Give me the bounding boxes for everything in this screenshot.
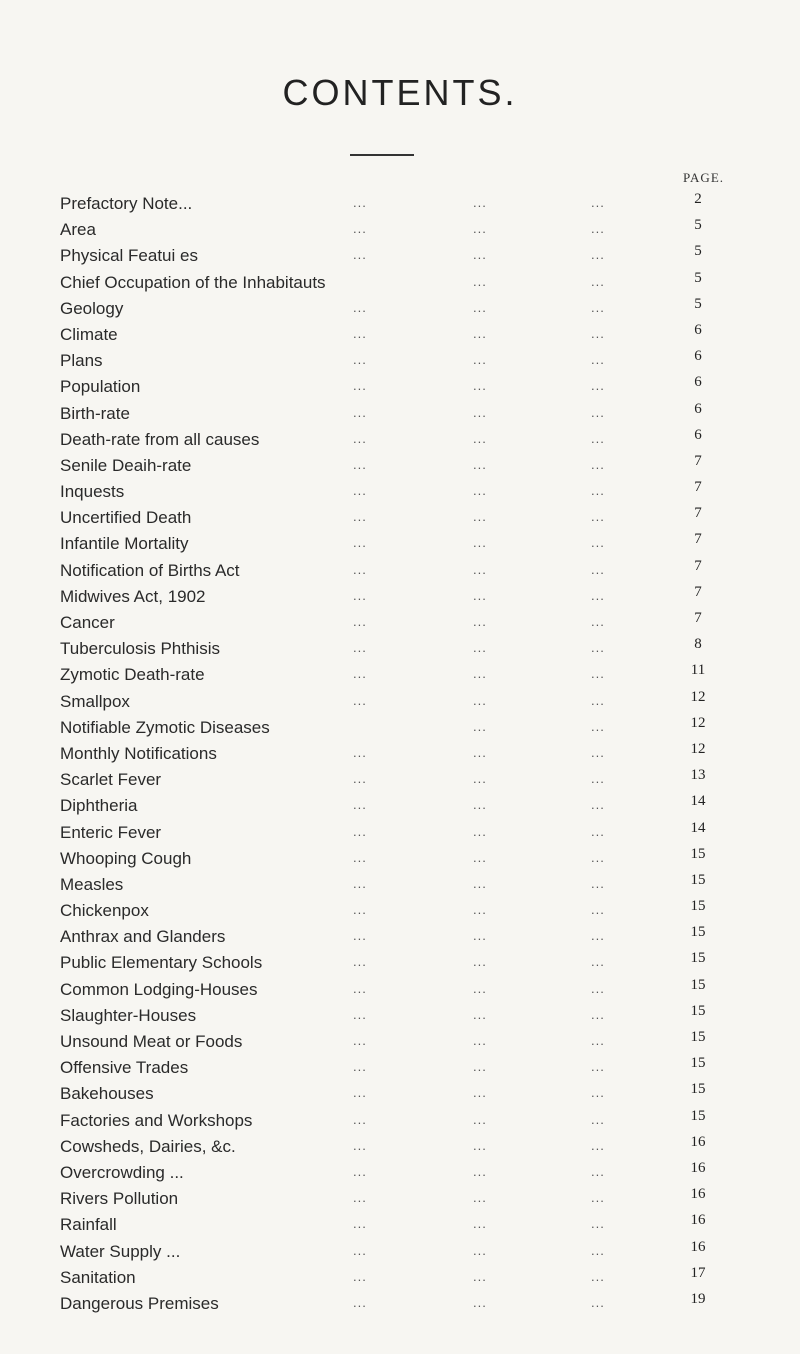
title-rule	[350, 154, 414, 156]
leader-dots: ...	[353, 1137, 367, 1153]
leader-dots: ...	[473, 273, 487, 289]
leader-dots: ...	[473, 561, 487, 577]
leader-dots: ...	[473, 744, 487, 760]
page-title: CONTENTS.	[282, 72, 518, 113]
toc-entry	[60, 1291, 740, 1317]
toc-entry-page: 16	[690, 1159, 706, 1176]
leader-dots: ...	[353, 980, 367, 996]
leader-dots: ...	[473, 195, 487, 210]
leader-dots: ...	[353, 456, 367, 472]
toc-entry-label: Scarlet Fever	[60, 770, 162, 790]
leader-dots: ...	[473, 875, 487, 891]
leader-dots: ...	[473, 1137, 487, 1153]
leader-dots: ...	[591, 404, 605, 420]
toc-entry-label: Slaughter-Houses	[60, 1005, 197, 1025]
toc-entry-label: Birth-rate	[60, 403, 130, 423]
leader-dots: ...	[591, 902, 605, 918]
toc-entry-page: 16	[690, 1133, 706, 1150]
toc-entry	[60, 243, 740, 269]
leader-dots: ...	[591, 561, 605, 577]
leader-dots: ...	[473, 221, 487, 237]
toc-entry-page: 15	[690, 1002, 706, 1019]
toc-entry	[60, 191, 740, 217]
leader-dots: ...	[591, 325, 605, 341]
leader-dots: ...	[473, 666, 487, 682]
toc-entry-page: 6	[694, 321, 702, 338]
toc-entry-page: 15	[690, 845, 706, 862]
toc-entry-page: 15	[690, 898, 706, 915]
leader-dots: ...	[353, 771, 367, 787]
leader-dots: ...	[591, 1137, 605, 1153]
toc-entry-label: Overcrowding ...	[60, 1162, 184, 1182]
toc-entry-page: 7	[694, 531, 702, 548]
leader-dots: ...	[591, 849, 605, 865]
leader-dots: ...	[591, 221, 605, 237]
toc-entry-page: 7	[694, 505, 702, 522]
leader-dots: ...	[591, 430, 605, 446]
leader-dots: ...	[591, 299, 605, 315]
toc-entry	[60, 374, 740, 400]
toc-entry-label: Diphtheria	[60, 796, 138, 816]
toc-entry	[60, 531, 740, 557]
toc-entry	[60, 453, 740, 479]
toc-entry-label: Chickenpox	[60, 901, 149, 921]
toc-entry-page: 12	[690, 740, 706, 757]
leader-dots: ...	[473, 902, 487, 918]
leader-dots: ...	[591, 954, 605, 970]
toc-entry-label: Physical Featui es	[60, 246, 198, 266]
leader-dots: ...	[591, 640, 605, 656]
leader-dots: ...	[591, 823, 605, 839]
toc-entry-page: 15	[690, 1081, 706, 1098]
toc-entry-label: Cowsheds, Dairies, &c.	[60, 1136, 236, 1156]
toc-entry-label: Midwives Act, 1902	[60, 586, 206, 606]
toc-entry	[60, 1239, 740, 1265]
toc-entry-page: 7	[694, 452, 702, 469]
leader-dots: ...	[353, 1163, 367, 1179]
toc-entry	[60, 977, 740, 1003]
leader-dots: ...	[353, 614, 367, 629]
toc-entry-label: Chief Occupation of the Inhabitauts	[60, 272, 326, 292]
toc-entry-label: Unsound Meat or Foods	[60, 1032, 243, 1051]
toc-entry-page: 15	[690, 1055, 706, 1072]
toc-entry	[60, 322, 740, 348]
toc-entry-page: 15	[690, 924, 706, 941]
toc-entry	[60, 1212, 740, 1238]
leader-dots: ...	[473, 849, 487, 865]
toc-entry-label: Water Supply ...	[60, 1241, 181, 1261]
toc-entry	[60, 689, 740, 715]
toc-entry	[60, 348, 740, 374]
toc-entry-page: 6	[694, 426, 702, 443]
toc-entry	[60, 846, 740, 872]
toc-entry	[60, 1134, 740, 1160]
toc-entry	[60, 715, 740, 741]
leader-dots: ...	[591, 352, 605, 368]
toc-entry	[60, 636, 740, 662]
leader-dots: ...	[591, 771, 605, 787]
toc-entry	[60, 479, 740, 505]
toc-entry	[60, 820, 740, 846]
leader-dots: ...	[473, 535, 487, 551]
toc-entry-label: Sanitation	[60, 1267, 136, 1287]
leader-dots: ...	[353, 325, 367, 341]
toc-entry-page: 15	[690, 1107, 706, 1124]
toc-entry-page: 16	[690, 1212, 706, 1229]
toc-entry-page: 14	[690, 819, 706, 836]
leader-dots: ...	[353, 535, 367, 551]
leader-dots: ...	[353, 195, 367, 210]
toc-entry-page: 6	[694, 348, 702, 365]
leader-dots: ...	[473, 718, 487, 734]
toc-entry	[60, 296, 740, 322]
toc-entry-page: 2	[694, 191, 702, 207]
leader-dots: ...	[473, 1059, 487, 1075]
leader-dots: ...	[353, 483, 367, 499]
leader-dots: ...	[353, 247, 367, 263]
leader-dots: ...	[473, 1085, 487, 1101]
leader-dots: ...	[353, 875, 367, 891]
toc-entry	[60, 793, 740, 819]
toc-entry	[60, 924, 740, 950]
leader-dots: ...	[473, 456, 487, 472]
leader-dots: ...	[591, 535, 605, 551]
leader-dots: ...	[353, 1085, 367, 1101]
leader-dots: ...	[353, 1190, 367, 1206]
toc-entry	[60, 558, 740, 584]
toc-entry	[60, 217, 740, 243]
toc-entry-page: 6	[694, 400, 702, 417]
leader-dots: ...	[353, 587, 367, 603]
toc-entry-label: Zymotic Death-rate	[60, 665, 205, 685]
toc-entry-page: 16	[690, 1238, 706, 1255]
toc-entry	[60, 767, 740, 793]
toc-entry	[60, 427, 740, 453]
toc-entry-label: Whooping Cough	[60, 848, 192, 868]
leader-dots: ...	[353, 404, 367, 420]
toc-entry-label: Dangerous Premises	[60, 1293, 219, 1313]
toc-entry-page: 15	[690, 976, 706, 993]
leader-dots: ...	[591, 378, 605, 394]
toc-entry-label: Senile Deaih-rate	[60, 455, 192, 475]
leader-dots: ...	[473, 1242, 487, 1258]
leader-dots: ...	[591, 1059, 605, 1075]
leader-dots: ...	[591, 1190, 605, 1206]
leader-dots: ...	[591, 718, 605, 734]
leader-dots: ...	[353, 954, 367, 970]
leader-dots: ...	[473, 640, 487, 656]
leader-dots: ...	[353, 849, 367, 865]
leader-dots: ...	[353, 1216, 367, 1232]
toc-entry-page: 6	[694, 374, 702, 391]
leader-dots: ...	[591, 666, 605, 682]
leader-dots: ...	[591, 483, 605, 499]
leader-dots: ...	[473, 352, 487, 368]
leader-dots: ...	[353, 509, 367, 525]
toc-entry-label: Prefactory Note...	[60, 194, 193, 213]
leader-dots: ...	[353, 1294, 367, 1310]
leader-dots: ...	[591, 797, 605, 813]
leader-dots: ...	[591, 273, 605, 289]
toc-entry-label: Inquests	[60, 482, 125, 502]
leader-dots: ...	[591, 1216, 605, 1232]
toc-entry-label: Infantile Mortality	[60, 534, 189, 554]
leader-dots: ...	[473, 823, 487, 839]
leader-dots: ...	[353, 221, 367, 237]
leader-dots: ...	[353, 928, 367, 944]
contents-list	[60, 191, 740, 1317]
leader-dots: ...	[591, 1163, 605, 1179]
leader-dots: ...	[353, 692, 367, 708]
leader-dots: ...	[353, 744, 367, 760]
toc-entry-page: 8	[694, 636, 702, 653]
leader-dots: ...	[353, 1111, 367, 1127]
leader-dots: ...	[473, 509, 487, 525]
toc-entry-page: 16	[690, 1186, 706, 1203]
leader-dots: ...	[591, 1268, 605, 1284]
toc-entry-page: 12	[690, 688, 706, 705]
leader-dots: ...	[591, 744, 605, 760]
leader-dots: ...	[591, 875, 605, 891]
toc-entry-page: 15	[690, 1029, 706, 1045]
toc-entry	[60, 1081, 740, 1107]
toc-entry	[60, 1003, 740, 1029]
leader-dots: ...	[353, 640, 367, 656]
leader-dots: ...	[473, 404, 487, 420]
toc-entry-page: 5	[694, 243, 702, 260]
toc-entry-label: Death-rate from all causes	[60, 429, 260, 449]
leader-dots: ...	[473, 1163, 487, 1179]
toc-entry-page: 7	[694, 610, 702, 626]
toc-entry	[60, 584, 740, 610]
leader-dots: ...	[591, 980, 605, 996]
toc-entry-page: 13	[690, 767, 706, 784]
toc-entry	[60, 872, 740, 898]
toc-entry	[60, 898, 740, 924]
leader-dots: ...	[353, 352, 367, 368]
leader-dots: ...	[473, 483, 487, 499]
toc-entry	[60, 1108, 740, 1134]
toc-entry	[60, 1055, 740, 1081]
toc-entry-label: Geology	[60, 298, 124, 318]
leader-dots: ...	[591, 1111, 605, 1127]
leader-dots: ...	[353, 378, 367, 394]
leader-dots: ...	[591, 195, 605, 210]
toc-entry-label: Public Elementary Schools	[60, 953, 263, 973]
toc-entry	[60, 270, 740, 296]
leader-dots: ...	[591, 509, 605, 525]
toc-entry-label: Smallpox	[60, 691, 130, 711]
leader-dots: ...	[353, 1268, 367, 1284]
toc-entry-label: Measles	[60, 874, 124, 894]
leader-dots: ...	[353, 1059, 367, 1075]
leader-dots: ...	[353, 1033, 367, 1048]
leader-dots: ...	[591, 614, 605, 629]
leader-dots: ...	[353, 299, 367, 315]
toc-entry-page: 7	[694, 557, 702, 574]
toc-entry	[60, 662, 740, 688]
toc-entry-page: 15	[690, 871, 706, 888]
leader-dots: ...	[591, 247, 605, 263]
page-column-header: PAGE.	[683, 170, 725, 185]
toc-entry-page: 7	[694, 479, 702, 496]
leader-dots: ...	[473, 1006, 487, 1022]
leader-dots: ...	[473, 614, 487, 629]
toc-entry-page: 5	[694, 217, 702, 234]
leader-dots: ...	[473, 378, 487, 394]
leader-dots: ...	[473, 587, 487, 603]
leader-dots: ...	[591, 1033, 605, 1048]
toc-entry-page: 11	[690, 662, 706, 679]
toc-entry	[60, 1029, 740, 1055]
leader-dots: ...	[353, 902, 367, 918]
toc-entry-label: Rivers Pollution	[60, 1189, 179, 1209]
leader-dots: ...	[473, 1190, 487, 1206]
leader-dots: ...	[353, 430, 367, 446]
toc-entry-label: Factories and Workshops	[60, 1110, 253, 1130]
leader-dots: ...	[353, 1242, 367, 1258]
leader-dots: ...	[473, 980, 487, 996]
leader-dots: ...	[473, 797, 487, 813]
toc-entry-page: 7	[694, 583, 702, 600]
toc-entry-page: 19	[690, 1290, 706, 1307]
leader-dots: ...	[473, 247, 487, 263]
toc-entry-label: Uncertified Death	[60, 508, 192, 528]
toc-entry-page: 12	[690, 714, 706, 731]
leader-dots: ...	[473, 1216, 487, 1232]
leader-dots: ...	[591, 456, 605, 472]
toc-entry-page: 5	[694, 269, 702, 286]
leader-dots: ...	[473, 1033, 487, 1048]
toc-entry-label: Bakehouses	[60, 1084, 154, 1104]
leader-dots: ...	[473, 325, 487, 341]
leader-dots: ...	[353, 1006, 367, 1022]
leader-dots: ...	[591, 928, 605, 944]
toc-entry-page: 14	[690, 793, 706, 810]
leader-dots: ...	[353, 797, 367, 813]
leader-dots: ...	[473, 1294, 487, 1310]
leader-dots: ...	[473, 771, 487, 787]
leader-dots: ...	[473, 692, 487, 708]
leader-dots: ...	[353, 561, 367, 577]
leader-dots: ...	[591, 692, 605, 708]
leader-dots: ...	[591, 1242, 605, 1258]
toc-entry-label: Offensive Trades	[60, 1058, 189, 1078]
toc-entry-label: Tuberculosis Phthisis	[60, 639, 220, 659]
toc-entry-page: 15	[690, 950, 706, 967]
toc-entry-label: Notification of Births Act	[60, 560, 240, 580]
leader-dots: ...	[353, 823, 367, 839]
leader-dots: ...	[473, 1111, 487, 1127]
toc-entry-label: Area	[60, 220, 96, 240]
leader-dots: ...	[473, 430, 487, 446]
toc-entry-label: Plans	[60, 351, 103, 371]
toc-entry-label: Enteric Fever	[60, 822, 162, 842]
toc-entry-label: Monthly Notifications	[60, 743, 217, 763]
toc-entry	[60, 610, 740, 636]
leader-dots: ...	[473, 1268, 487, 1284]
leader-dots: ...	[473, 954, 487, 970]
toc-entry-label: Anthrax and Glanders	[60, 927, 226, 947]
toc-entry-page: 17	[690, 1264, 706, 1281]
leader-dots: ...	[591, 1006, 605, 1022]
toc-entry	[60, 950, 740, 976]
toc-entry-label: Notifiable Zymotic Diseases	[60, 717, 270, 737]
toc-entry-label: Cancer	[60, 613, 115, 632]
toc-entry-label: Population	[60, 377, 141, 397]
toc-entry-page: 5	[694, 295, 702, 312]
leader-dots: ...	[473, 299, 487, 315]
toc-entry-label: Climate	[60, 324, 118, 344]
toc-entry	[60, 1265, 740, 1291]
toc-entry	[60, 1160, 740, 1186]
toc-entry	[60, 505, 740, 531]
toc-entry	[60, 401, 740, 427]
toc-entry-label: Rainfall	[60, 1215, 117, 1235]
leader-dots: ...	[591, 587, 605, 603]
leader-dots: ...	[591, 1085, 605, 1101]
toc-entry	[60, 1186, 740, 1212]
leader-dots: ...	[473, 928, 487, 944]
toc-entry	[60, 741, 740, 767]
leader-dots: ...	[591, 1294, 605, 1310]
toc-entry-label: Common Lodging-Houses	[60, 979, 258, 999]
leader-dots: ...	[353, 666, 367, 682]
